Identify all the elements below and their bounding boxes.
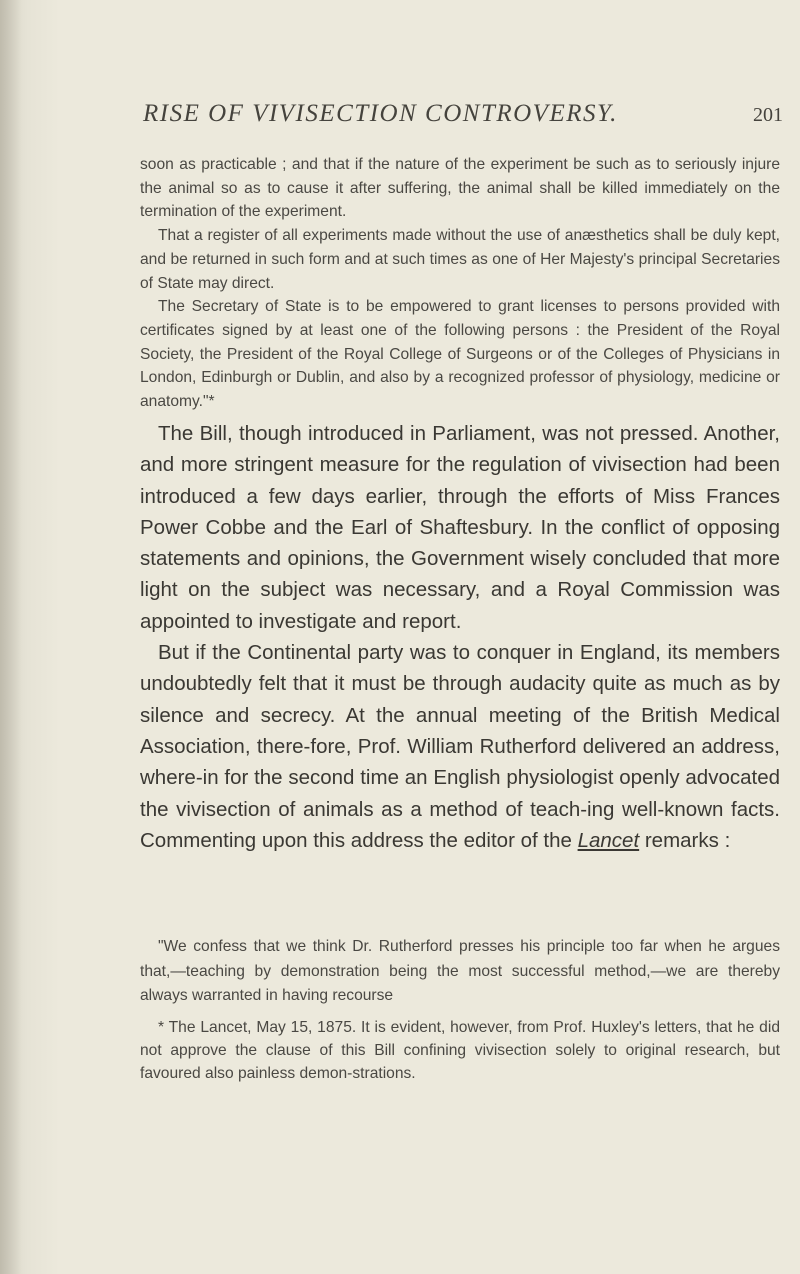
body-paragraph-2-end: remarks :	[639, 828, 731, 852]
body-paragraph-2	[140, 637, 780, 856]
bill-paragraph-1: soon as practicable ; and that if the nature of the experiment be such as to seriously injure the animal so as to cause it after suffering, the animal shall be killed immediately on the termination of the experiment.	[140, 156, 780, 221]
page-header	[143, 100, 783, 140]
main-body-text	[140, 418, 780, 856]
gutter-shadow	[0, 0, 22, 1274]
footnote-text: * The Lancet, May 15, 1875. It is evident, however, from Prof. Huxley's letters, that he did not approve the clause of this Bill confining vivisection solely to original research, but favoured also painless demon-strations.	[140, 1019, 780, 1083]
bill-paragraph-3: The Secretary of State is to be empowered to grant licenses to persons provided with certificates signed by at least one of the following persons : the President of the Royal Society, the President of the Royal College of Surgeons or of the Colleges of Physicians in London, Edinburgh or Dublin, and also by a recognized professor of physiology, medicine or anatomy."*	[140, 298, 780, 411]
body-paragraph-2-text: But if the Continental party was to conquer in England, its members undoubtedly felt that it must be through audacity quite as much as by silence and secrecy. At the annual meeting of the British Medical Association, there-fore, Prof. William Rutherford delivered an address, where-in for the second time an English physiologist openly advocated the vivisection of animals as a method of teach-ing well-known facts. Commenting upon this address the editor of the	[140, 641, 780, 852]
quote-paragraph: "We confess that we think Dr. Rutherford presses his principle too far when he argues that,—teaching by demonstration being the most successful method,—we are thereby always warranted in having recourse	[140, 938, 780, 1004]
journal-title: Lancet	[577, 828, 640, 852]
bill-paragraph-2: That a register of all experiments made without the use of anæsthetics shall be duly kept, and be returned in such form and at such times as one of Her Majesty's principal Secretaries of State may direct.	[140, 227, 780, 292]
running-title: RISE OF VIVISECTION CONTROVERSY.	[143, 100, 618, 127]
footnote	[140, 1016, 780, 1086]
quoted-bill-text	[140, 153, 780, 414]
lancet-quote	[140, 935, 780, 1009]
page-number: 201	[753, 104, 783, 126]
body-paragraph-1: The Bill, though introduced in Parliament, was not pressed. Another, and more stringent measure for the regulation of vivisection had been introduced a few days earlier, through the efforts of Miss Frances Power Cobbe and the Earl of Shaftesbury. In the conflict of opposing statements and opinions, the Government wisely concluded that more light on the subject was necessary, and a Royal Commission was appointed to investigate and report.	[140, 422, 780, 633]
